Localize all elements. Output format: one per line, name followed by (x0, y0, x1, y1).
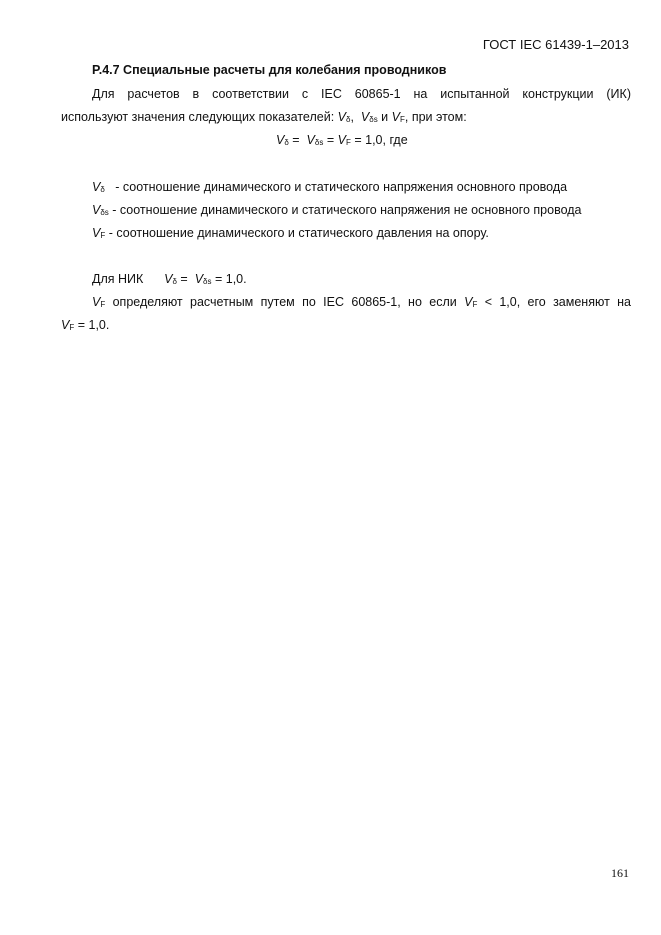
intro-line-2: используют значения следующих показателей: $V_\delta$, $V_{\delta s}$ и $V_F$, при этом: (61, 110, 467, 124)
nik-line: Для НИК $V_\delta = V_{\delta s} = 1,0$. (92, 272, 247, 286)
vf-note-line-1: $V_F$ определяют расчетным путем по IEC 60865-1, но если $V_F < 1,0$, его заменяют на (92, 295, 632, 309)
definition-v-delta: $V_\delta$ - соотношение динамического и статического напряжения основного провода (92, 180, 568, 194)
formula-line: $V_\delta = V_{\delta s} = V_F = 1,0$, где (276, 133, 408, 147)
vf-note-line-2: $V_F = 1,0$. (61, 318, 110, 332)
symbol-v-delta: $V_\delta$ (337, 110, 351, 124)
definition-v-f: $V_F$ - соотношение динамического и статического давления на опору. (92, 226, 489, 240)
page-number: 161 (611, 866, 629, 880)
section-heading: P.4.7 Специальные расчеты для колебания проводников (92, 63, 447, 77)
symbol-v-f: $V_F$ (391, 110, 405, 124)
intro-line-1: Для расчетов в соответствии с IEC 60865-1 на испытанной конструкции (ИК) (92, 87, 631, 101)
document-header: ГОСТ IEC 61439-1–2013 (482, 37, 629, 52)
definition-v-delta-s: $V_{\delta s}$ - соотношение динамического и статического напряжения не основного провода (92, 203, 582, 217)
symbol-v-delta-s: $V_{\delta s}$ (360, 110, 378, 124)
